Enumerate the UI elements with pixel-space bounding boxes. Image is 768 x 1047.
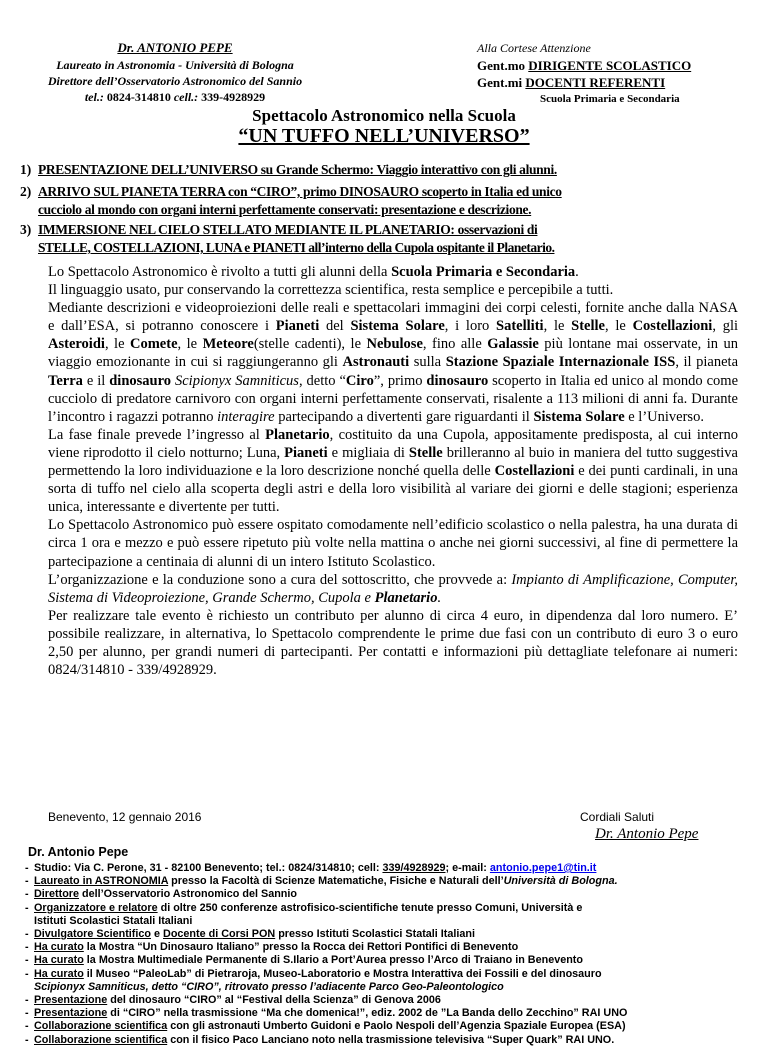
cell-link[interactable]: 339/4928929	[382, 862, 446, 874]
program-item-text: STELLE, COSTELLAZIONI, LUNA e PIANETI all’interno della Cupola ospitante il Planetario.	[38, 240, 555, 255]
body-paragraph: L’organizzazione e la conduzione sono a cura del sottoscritto, che provvede a: Impianto di Amplificazione, Computer, Sistema di Videoproiezione, Grande Schermo, Cupola e Planetario.	[48, 571, 738, 606]
letter-date: Benevento, 12 gennaio 2016	[48, 810, 202, 824]
credential-joiner: e	[151, 928, 164, 941]
body-paragraph: Lo Spettacolo Astronomico può essere ospitato comodamente nell’edificio scolastico o nella palestra, ha una durata di circa 1 ora e mezzo e può essere ripetuto più volte nella mattina o anche nei giorni successivi, al fine di permettere la partecipazione a centinaia di alunni di un intero Istituto Scolastico.	[48, 517, 738, 570]
program-item-text: cucciolo al mondo con organi interni perfettamente conservati: presentazione e descrizione.	[38, 202, 532, 217]
credential-item: - Ha curato la Mostra “Un Dinosauro Italiano” presso la Rocca dei Rettori Pontifici di Benevento	[25, 941, 519, 954]
recipient-1-title: DIRIGENTE SCOLASTICO	[528, 58, 692, 73]
credential-heading: Divulgatore Scientifico	[34, 928, 151, 941]
cell-number: 339-4928929	[201, 90, 266, 104]
attention-line: Alla Cortese Attenzione	[477, 41, 591, 55]
email-link[interactable]: antonio.pepe1@tin.it	[489, 862, 597, 874]
credential-item: - Organizzatore e relatore di oltre 250 conferenze astrofisico-scientifiche tenute presso Comuni, Università e	[25, 901, 583, 914]
credential-item: - Ha curato la Mostra Multimediale Permanente di S.Ilario a Port’Aurea presso l’Arco di Traiano in Benevento	[25, 954, 583, 967]
greeting: Cordiali Saluti	[580, 810, 655, 824]
credential-text: con il fisico Paco Lanciano noto nella trasmissione televisiva “Super Quark” RAI UNO.	[167, 1033, 615, 1046]
credential-heading: Presentazione	[34, 994, 108, 1007]
document-title: “UN TUFFO NELL’UNIVERSO”	[238, 125, 530, 147]
credential-text: dell’Osservatorio Astronomico del Sannio	[79, 888, 297, 901]
credential-heading: Ha curato	[34, 967, 84, 980]
credentials-items	[25, 875, 755, 1047]
footer-name: Dr. Antonio Pepe	[28, 845, 129, 859]
credential-institution: Università di Bologna.	[503, 875, 618, 888]
recipient-2-title: DOCENTI REFERENTI	[525, 75, 666, 90]
credential-text: presso Istituti Scolastici Statali Italiani	[275, 928, 476, 941]
program-item-number: 3)	[20, 222, 32, 237]
body-paragraph: La fase finale prevede l’ingresso al Planetario, costituito da una Cupola, appositamente predisposta, al cui interno viene riprodotto il cielo notturno; Luna, Pianeti e migliaia di Stelle brilleranno al buio in maniera del tutto suggestiva permettendo la loro individuazione e la loro descrizione nonché quella delle Costellazioni e dei punti cardinali, in una sorta di tuffo nel cielo alla scoperta degli astri e della loro visibilità al variare dei giorni e delle stagioni; esperienza unica, interessante e divertente per tutti.	[48, 426, 738, 516]
credential-text: il Museo “PaleoLab” di Pietraroja, Museo-Laboratorio e Mostra Interattiva dei Fossili e del dinosauro	[83, 967, 602, 980]
author-phones	[0, 89, 350, 105]
email-label: ; e-mail:	[445, 862, 490, 874]
credential-heading: Docente di Corsi PON	[163, 928, 276, 941]
program-item-number: 2)	[20, 184, 32, 199]
contact-row: - Studio: Via C. Perone, 31 - 82100 Benevento; tel.: 0824/314810; cell: 339/4928929; e-mail: antonio.pepe1@tin.it	[25, 862, 597, 874]
credential-item: - Ha curato il Museo “PaleoLab” di Pietraroja, Museo-Laboratorio e Mostra Interattiva dei Fossili e del dinosauro	[25, 967, 602, 980]
credential-text: la Mostra “Un Dinosauro Italiano” presso la Rocca dei Rettori Pontifici di Benevento	[83, 941, 519, 954]
recipient-1	[477, 57, 691, 74]
credential-item: - Presentazione del dinosauro “CIRO” al “Festival della Scienza” di Genova 2006	[25, 994, 441, 1007]
program-item-text: PRESENTAZIONE DELL’UNIVERSO su Grande Schermo: Viaggio interattivo con gli alunni.	[38, 162, 557, 177]
body-paragraph: Il linguaggio usato, pur conservando la correttezza scientifica, resta semplice e percepibile a tutti.	[48, 282, 614, 299]
credential-item: - Collaborazione scientifica con il fisico Paco Lanciano noto nella trasmissione televisiva “Super Quark” RAI UNO.	[25, 1033, 615, 1046]
recipient-2	[477, 74, 665, 91]
credential-heading: Collaborazione scientifica	[34, 1020, 168, 1033]
author-role: Direttore dell’Osservatorio Astronomico del Sannio	[47, 74, 303, 88]
program-item-text: IMMERSIONE NEL CIELO STELLATO MEDIANTE IL PLANETARIO: osservazioni di	[38, 222, 538, 237]
program-item-number: 1)	[20, 162, 32, 177]
credential-heading: Presentazione	[34, 1007, 108, 1020]
phone-label: tel.:	[84, 90, 104, 104]
body-paragraph: Lo Spettacolo Astronomico è rivolto a tutti gli alunni della Scuola Primaria e Secondaria.	[48, 264, 579, 280]
credential-text: del dinosauro “CIRO” al “Festival della Scienza” di Genova 2006	[107, 994, 441, 1007]
studio-address: Studio: Via C. Perone, 31 - 82100 Benevento; tel.: 0824/314810; cell:	[34, 862, 383, 874]
credential-heading: Ha curato	[34, 941, 84, 954]
body-paragraph: Per realizzare tale evento è richiesto un contributo per alunno di circa 4 euro, in dipendenza dal loro numero. E’ possibile realizzare, in alternativa, lo Spettacolo comprendente le prime due fasi con un contributo di euro 3 o euro 2,50 per alunno, per grandi numeri di partecipanti. Per contatti e informazioni più dettagliate telefonare ai numeri: 0824/314810 - 339/4928929.	[48, 607, 738, 679]
credential-item: - Presentazione di “CIRO” nella trasmissione “Ma che domenica!”, ediz. 2002 de ”La Banda dello Zecchino” RAI UNO	[25, 1007, 628, 1020]
recipient-1-prefix: Gent.mo	[477, 58, 526, 73]
credential-heading: Direttore	[34, 888, 79, 901]
credential-text: con gli astronauti Umberto Guidoni e Paolo Nespoli dell’Agenzia Spaziale Europea (ESA)	[167, 1020, 626, 1033]
credential-text-continued: Istituti Scolastici Statali Italiani	[34, 914, 193, 927]
credential-heading: Organizzatore e relatore	[34, 901, 158, 914]
credential-item: - Divulgatore Scientifico e Docente di Corsi PON presso Istituti Scolastici Statali Italiani	[25, 928, 476, 941]
credential-item: - Direttore dell’Osservatorio Astronomico del Sannio	[25, 888, 297, 901]
signature: Dr. Antonio Pepe	[595, 826, 699, 842]
school-type: Scuola Primaria e Secondaria	[540, 93, 680, 105]
document-subtitle: Spettacolo Astronomico nella Scuola	[252, 106, 516, 125]
author-degree: Laureato in Astronomia - Università di Bologna	[56, 58, 294, 72]
author-name: Dr. ANTONIO PEPE	[117, 40, 233, 55]
phone-number: 0824-314810	[106, 90, 171, 104]
cell-label: cell.:	[173, 90, 199, 104]
credential-text: di “CIRO” nella trasmissione “Ma che domenica!”, ediz. 2002 de ”La Banda dello Zecchino” RAI UNO	[107, 1007, 628, 1020]
credential-text: presso la Facoltà di Scienze Matematiche, Fisiche e Naturali dell’	[168, 875, 504, 888]
credentials-list	[25, 862, 755, 1047]
credential-item: - Laureato in ASTRONOMIA presso la Facoltà di Scienze Matematiche, Fisiche e Naturali dell’Università di Bologna.	[25, 875, 618, 888]
program-item-text: ARRIVO SUL PIANETA TERRA con “CIRO”, primo DINOSAURO scoperto in Italia ed unico	[38, 184, 562, 199]
credential-item: - Collaborazione scientifica con gli astronauti Umberto Guidoni e Paolo Nespoli dell’Agenzia Spaziale Europea (ESA)	[25, 1020, 626, 1033]
credential-heading: Ha curato	[34, 954, 84, 967]
credential-text: di oltre 250 conferenze astrofisico-scientifiche tenute presso Comuni, Università e	[157, 901, 583, 914]
body-text	[48, 263, 738, 679]
credential-text-continued: Scipionyx Samniticus, detto “CIRO”, ritrovato presso l’adiacente Parco Geo-Paleontologico	[34, 980, 504, 993]
body-paragraph: Mediante descrizioni e videoproiezioni delle reali e spettacolari immagini dei corpi celesti, fornite anche dalla NASA e dall’ESA, si potranno conoscere i Pianeti del Sistema Solare, i loro Satelliti, le Stelle, le Costellazioni, gli Asteroidi, le Comete, le Meteore(stelle cadenti), le Nebulose, fino alle Galassie più lontane mai osservate, in un viaggio emozionante in cui si raggiungeranno gli Astronauti sulla Stazione Spaziale Internazionale ISS, il pianeta Terra e il dinosauro Scipionyx Samniticus, detto “Ciro”, primo dinosauro scoperto in Italia ed unico al mondo come cucciolo di predatore carnivoro con organi interni perfettamente conservati, risalente a 113 milioni di anni fa. Durante l’incontro i ragazzi potranno interagire partecipando a divertenti gare riguardanti il Sistema Solare e l’Universo.	[48, 300, 739, 425]
credential-heading: Laureato in ASTRONOMIA	[34, 875, 169, 888]
recipient-2-prefix: Gent.mi	[477, 75, 523, 90]
credential-text: la Mostra Multimediale Permanente di S.Ilario a Port’Aurea presso l’Arco di Traiano in Benevento	[83, 954, 583, 967]
credential-heading: Collaborazione scientifica	[34, 1033, 168, 1046]
